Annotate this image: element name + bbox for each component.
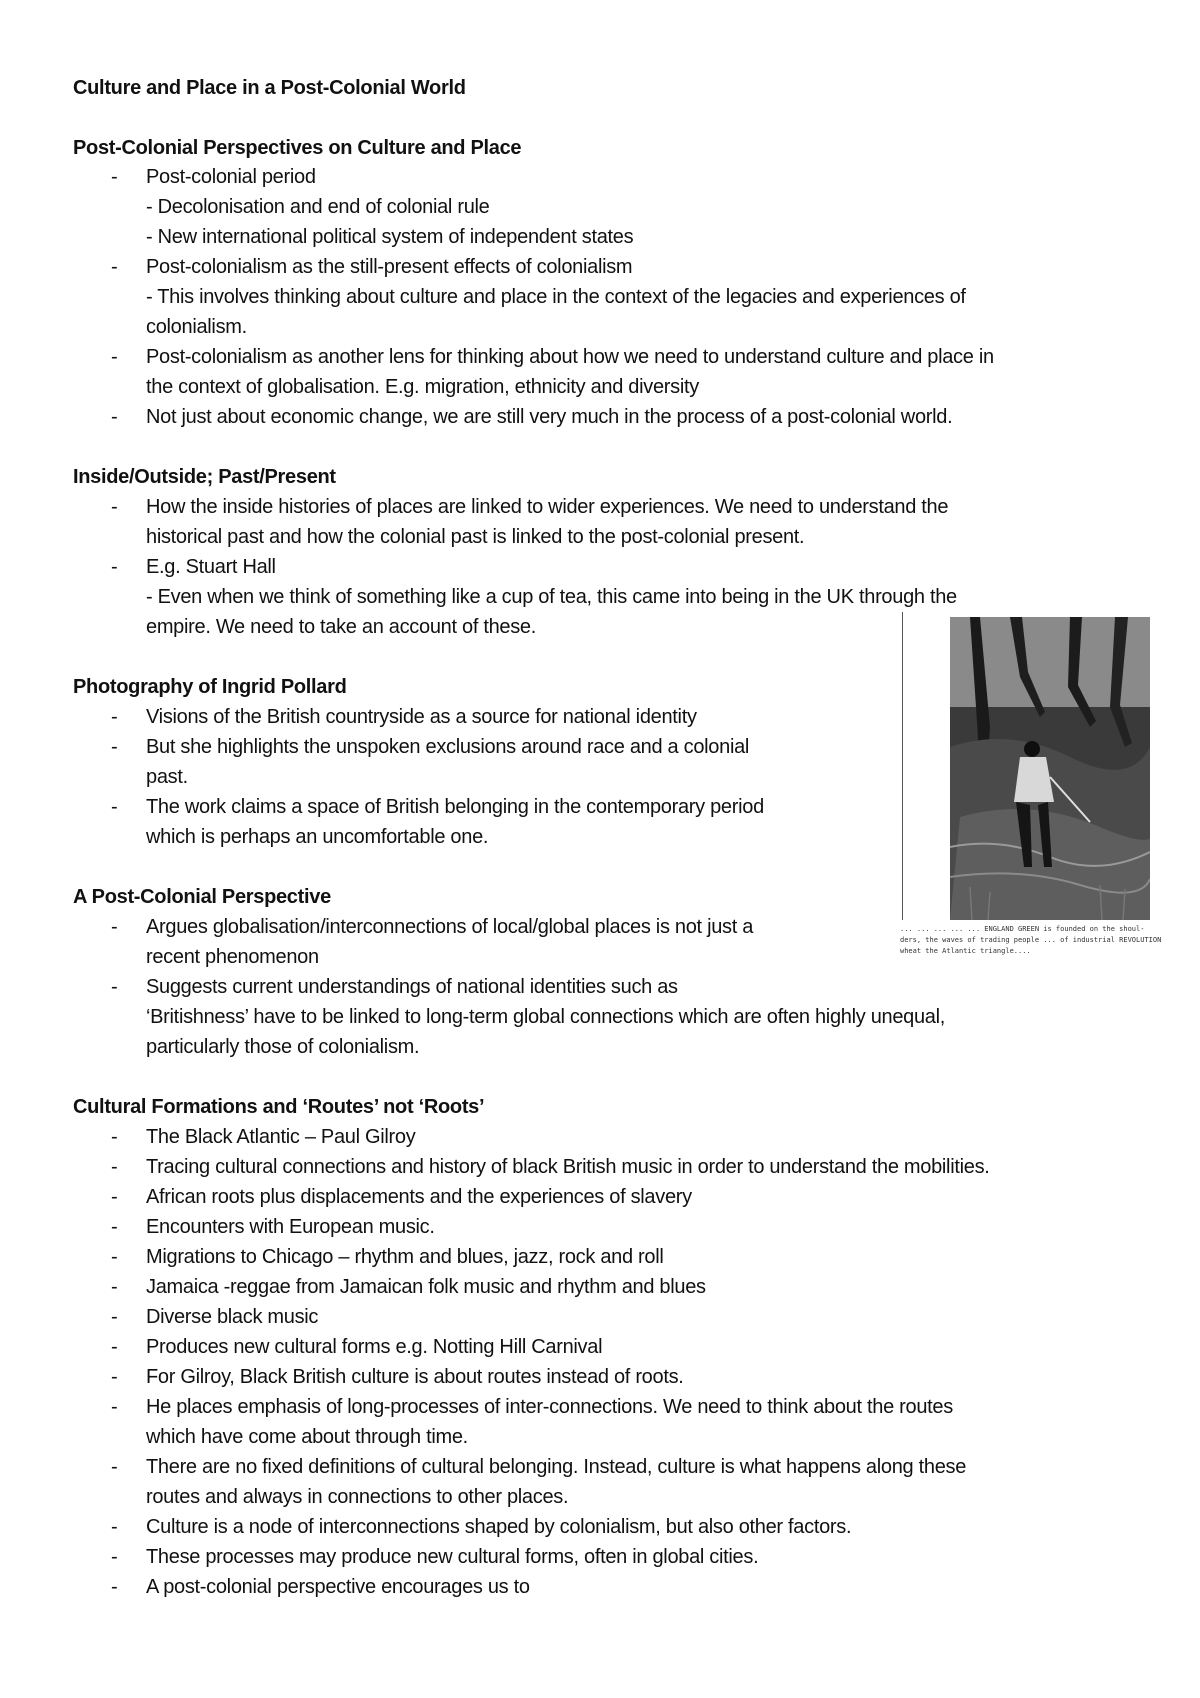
sub-bullet-text: - Decolonisation and end of colonial rule [146,196,490,218]
bullet-dash: - [111,1396,118,1418]
bullet-dash: - [111,1456,118,1478]
section-heading: Post-Colonial Perspectives on Culture and Place [73,137,522,159]
bullet-text-continuation: past. [146,766,188,788]
bullet-text: Diverse black music [146,1306,319,1328]
bullet-dash: - [111,1216,118,1238]
document-title: Culture and Place in a Post-Colonial World [73,77,466,99]
photo-illustration [950,617,1150,920]
bullet-text: Post-colonial period [146,166,316,188]
bullet-text: A post-colonial perspective encourages us to [146,1576,530,1598]
bullet-text: Tracing cultural connections and history of black British music in order to understand the mobilities. [146,1156,990,1178]
bullet-dash: - [111,1276,118,1298]
bullet-text: He places emphasis of long-processes of inter-connections. We need to think about the routes [146,1396,953,1418]
bullet-text: Not just about economic change, we are still very much in the process of a post-colonial world. [146,406,953,428]
bullet-dash: - [111,1546,118,1568]
bullet-text-continuation: the context of globalisation. E.g. migration, ethnicity and diversity [146,376,699,398]
caption-line: wheat the Atlantic triangle.... [900,947,1031,955]
bullet-text-continuation: colonialism. [146,316,247,338]
bullet-dash: - [111,1126,118,1148]
bullet-text: For Gilroy, Black British culture is about routes instead of roots. [146,1366,684,1388]
bullet-dash: - [111,736,118,758]
bullet-dash: - [111,346,118,368]
bullet-text-continuation: empire. We need to take an account of these. [146,616,537,638]
bullet-text: Culture is a node of interconnections shaped by colonialism, but also other factors. [146,1516,852,1538]
bullet-text: There are no fixed definitions of cultural belonging. Instead, culture is what happens along these [146,1456,967,1478]
bullet-text: Jamaica -reggae from Jamaican folk music and rhythm and blues [146,1276,706,1298]
bullet-dash: - [111,1516,118,1538]
section-heading: A Post-Colonial Perspective [73,886,331,908]
bullet-text: But she highlights the unspoken exclusions around race and a colonial [146,736,750,758]
bullet-dash: - [111,1246,118,1268]
bullet-text-continuation: particularly those of colonialism. [146,1036,420,1058]
photo-caption [900,925,1200,965]
bullet-dash: - [111,166,118,188]
section-heading: Inside/Outside; Past/Present [73,466,336,488]
bullet-dash: - [111,1366,118,1388]
bullet-dash: - [111,706,118,728]
bullet-text: Migrations to Chicago – rhythm and blues, jazz, rock and roll [146,1246,664,1268]
bullet-text-continuation: historical past and how the colonial past is linked to the post-colonial present. [146,526,805,548]
bullet-text: E.g. Stuart Hall [146,556,276,578]
bullet-dash: - [111,1186,118,1208]
bullet-text-continuation: recent phenomenon [146,946,319,968]
sub-bullet-text: - This involves thinking about culture and place in the context of the legacies and experiences of [146,286,966,308]
caption-line: ders, the waves of trading people ... of industrial REVOLUTION [900,936,1162,944]
bullet-text: Suggests current understandings of national identities such as [146,976,678,998]
bullet-dash: - [111,1306,118,1328]
bullet-dash: - [111,556,118,578]
bullet-text: The work claims a space of British belonging in the contemporary period [146,796,764,818]
bullet-text: Argues globalisation/interconnections of local/global places is not just a [146,916,754,938]
bullet-dash: - [111,1156,118,1178]
bullet-text: Post-colonialism as the still-present effects of colonialism [146,256,633,278]
bullet-dash: - [111,976,118,998]
bullet-text-continuation: ‘Britishness’ have to be linked to long-term global connections which are often highly unequal, [146,1006,946,1028]
sub-bullet-text: - Even when we think of something like a cup of tea, this came into being in the UK through the [146,586,957,608]
bullet-text: Post-colonialism as another lens for thinking about how we need to understand culture and place in [146,346,994,368]
photo-frame-line [902,612,903,920]
bullet-text: These processes may produce new cultural forms, often in global cities. [146,1546,759,1568]
bullet-dash: - [111,1336,118,1358]
bullet-text: The Black Atlantic – Paul Gilroy [146,1126,416,1148]
bullet-dash: - [111,256,118,278]
caption-line: ... ... ... ... ... ENGLAND GREEN is founded on the shoul- [900,925,1145,933]
countryside-photo [950,617,1150,920]
bullet-dash: - [111,796,118,818]
bullet-dash: - [111,406,118,428]
bullet-dash: - [111,916,118,938]
bullet-text: How the inside histories of places are linked to wider experiences. We need to understand the [146,496,949,518]
sub-bullet-text: - New international political system of independent states [146,226,634,248]
bullet-text-continuation: which have come about through time. [146,1426,468,1448]
section-heading: Photography of Ingrid Pollard [73,676,347,698]
bullet-text-continuation: routes and always in connections to other places. [146,1486,569,1508]
bullet-text-continuation: which is perhaps an uncomfortable one. [146,826,489,848]
bullet-dash: - [111,496,118,518]
bullet-text: Encounters with European music. [146,1216,435,1238]
bullet-text: Visions of the British countryside as a source for national identity [146,706,697,728]
bullet-text: African roots plus displacements and the experiences of slavery [146,1186,692,1208]
bullet-text: Produces new cultural forms e.g. Notting Hill Carnival [146,1336,603,1358]
section-heading: Cultural Formations and ‘Routes’ not ‘Roots’ [73,1096,485,1118]
bullet-dash: - [111,1576,118,1598]
